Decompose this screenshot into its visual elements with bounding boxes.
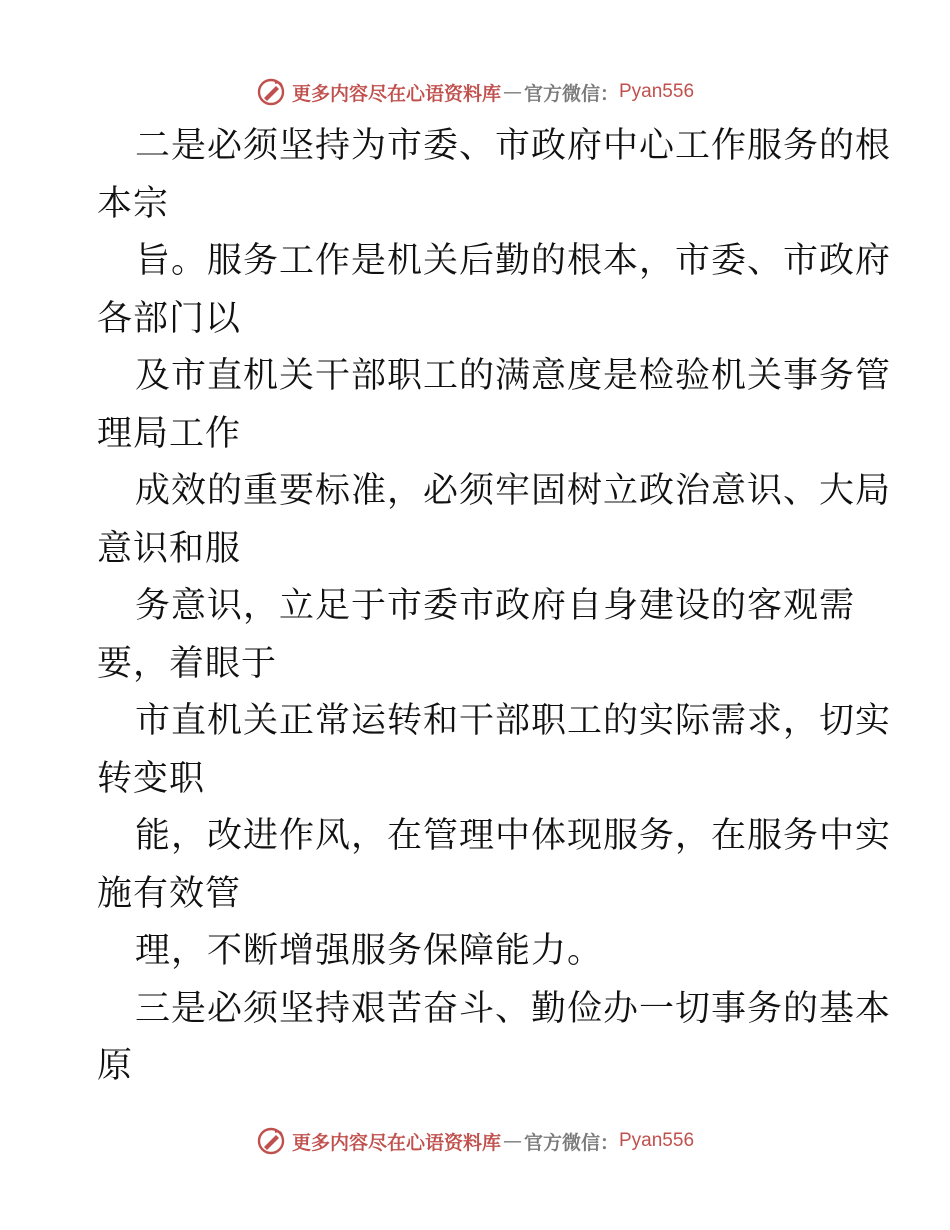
watermark-separator: — [502,81,522,103]
header-watermark [0,72,950,112]
paragraph-line: 务意识，立足于市委市政府自身建设的客观需 [135,586,856,626]
watermark-site-text: 更多内容尽在心语资料库 [291,1131,501,1154]
footer-watermark [0,1121,950,1161]
paragraph-line: 旨。服务工作是机关后勤的根本，市委、市政府 [135,241,892,281]
logo-icon [256,1126,286,1156]
paragraph-line: 及市直机关干部职工的满意度是检验机关事务管 [135,356,892,396]
paragraph-line-wrap: 施有效管 [97,873,242,914]
watermark-wechat-id: Pyan556 [619,1130,695,1151]
paragraph [97,693,892,808]
watermark-label: 官方微信： [523,82,619,105]
paragraph [97,981,892,1096]
paragraph-line-wrap: 意识和服 [97,528,242,569]
paragraph [97,118,892,233]
paragraph [97,923,877,981]
paragraph-line-wrap: 理局工作 [97,413,242,454]
paragraph [97,233,892,348]
logo-icon [256,77,286,107]
paragraph [97,578,877,693]
paragraph-line: 二是必须坚持为市委、市政府中心工作服务的根 [135,126,892,166]
paragraph [97,348,892,463]
watermark-site-text: 更多内容尽在心语资料库 [291,82,501,105]
paragraph-line: 理，不断增强服务保障能力。 [135,931,604,971]
paragraph-line-wrap: 转变职 [97,758,206,799]
paragraph-line-wrap: 要，着眼于 [97,643,278,684]
document-body [97,118,892,1096]
paragraph-line-wrap: 本宗 [97,183,170,224]
paragraph [97,808,892,923]
watermark-separator: — [502,1130,522,1152]
paragraph-line: 成效的重要标准，必须牢固树立政治意识、大局 [135,471,892,511]
paragraph-line: 市直机关正常运转和干部职工的实际需求，切实 [135,701,892,741]
paragraph-line-wrap: 原 [97,1046,134,1086]
watermark-label: 官方微信： [523,1131,619,1154]
paragraph-line: 能，改进作风，在管理中体现服务，在服务中实 [135,816,892,856]
paragraph-line: 三是必须坚持艰苦奋斗、勤俭办一切事务的基本 [135,988,892,1029]
paragraph [97,463,892,578]
watermark-wechat-id: Pyan556 [619,81,695,102]
paragraph-line-wrap: 各部门以 [97,298,242,339]
